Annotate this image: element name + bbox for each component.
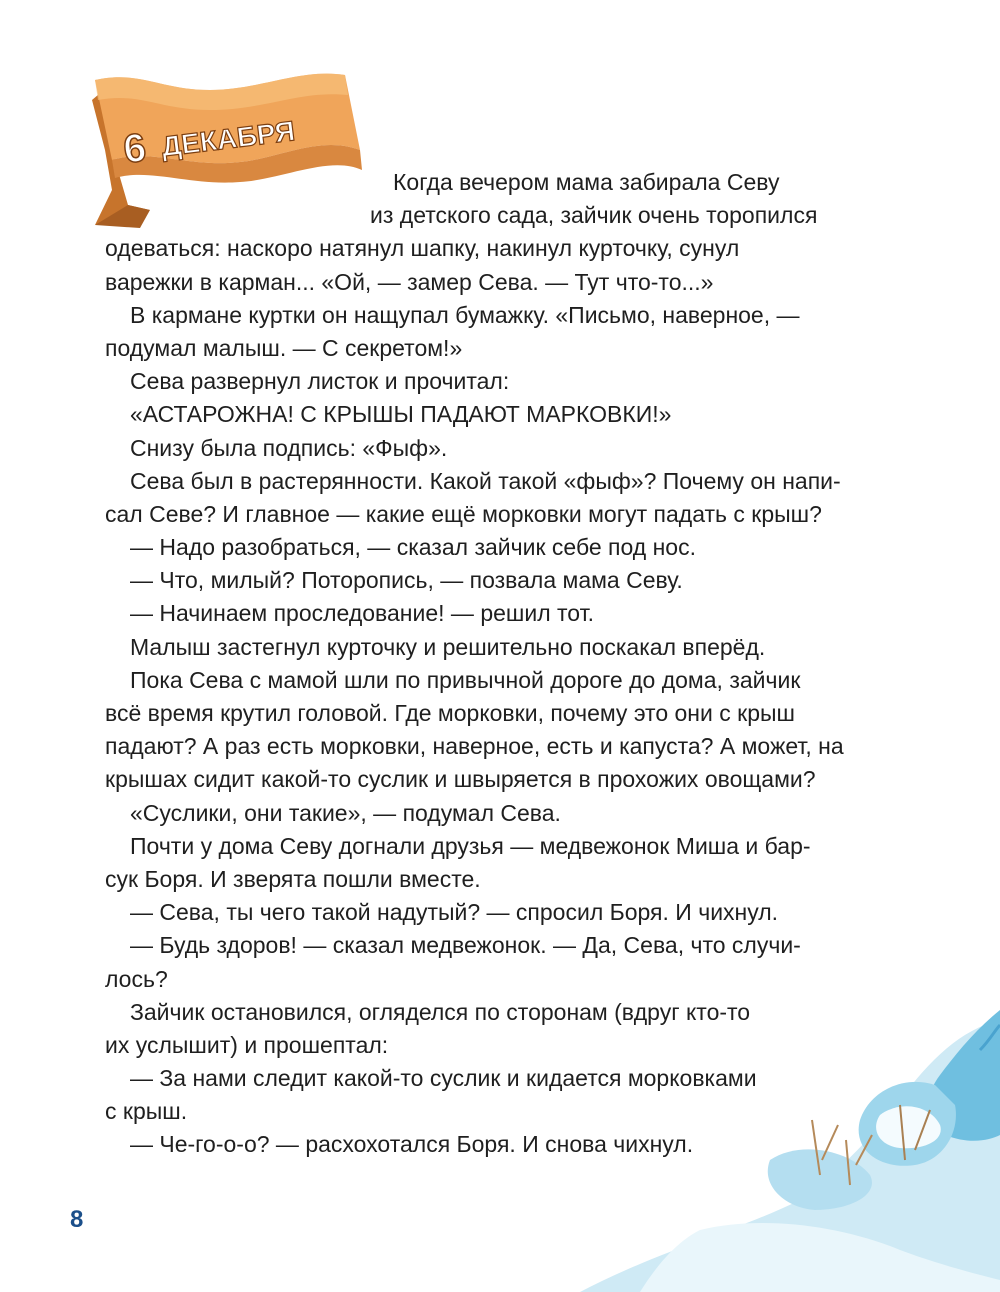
story-line: «АСТАРОЖНА! С КРЫШЫ ПАДАЮТ МАРКОВКИ!» <box>130 401 672 428</box>
story-line: — Надо разобраться, — сказал зайчик себе под нос. <box>130 534 696 561</box>
story-line: — Будь здоров! — сказал медвежонок. — Да, Сева, что случи- <box>130 932 801 959</box>
story-line: сал Севе? И главное — какие ещё морковки могут падать с крыш? <box>105 500 822 527</box>
story-line: Снизу была подпись: «Фыф». <box>130 434 448 461</box>
story-line: Сева был в растерянности. Какой такой «фыф»? Почему он напи- <box>130 467 841 494</box>
story-line: падают? А раз есть морковки, наверное, есть и капуста? А может, на <box>105 733 844 760</box>
story-line: Когда вечером мама забирала Севу <box>393 169 780 195</box>
story-line: варежки в карман... «Ой, — замер Сева. — Тут что-то...» <box>105 268 714 295</box>
story-line: одеваться: наскоро натянул шапку, накинул курточку, сунул <box>105 235 740 262</box>
date-day: 6 <box>120 125 149 172</box>
story-line: Малыш застегнул курточку и решительно поскакал вперёд. <box>130 633 766 660</box>
story-line: — Че-го-о-о? — расхохотался Боря. И снова чихнул. <box>130 1131 694 1158</box>
story-line: — Сева, ты чего такой надутый? — спросил Боря. И чихнул. <box>130 899 779 926</box>
story-line: с крыш. <box>105 1098 188 1125</box>
page-number: 8 <box>70 1206 84 1233</box>
story-line: Пока Сева с мамой шли по привычной дороге до дома, зайчик <box>130 666 801 693</box>
story-line: всё время крутил головой. Где морковки, почему это они с крыш <box>105 700 795 726</box>
story-line: лось? <box>105 965 168 992</box>
story-line: крышах сидит какой-то суслик и швыряется в прохожих овощами? <box>105 766 816 793</box>
story-line: сук Боря. И зверята пошли вместе. <box>105 865 481 892</box>
story-line: — Начинаем проследование! — решил тот. <box>130 600 594 627</box>
story-line: Зайчик остановился, огляделся по сторонам (вдруг кто-то <box>130 998 751 1025</box>
story-line: — Что, милый? Поторопись, — позвала мама Севу. <box>130 567 683 594</box>
story-line: «Суслики, они такие», — подумал Сева. <box>130 799 561 826</box>
story-line: Сева развернул листок и прочитал: <box>130 368 510 395</box>
story-line: подумал малыш. — С секретом!» <box>105 334 463 361</box>
date-month: ДЕКАБРЯ <box>159 115 297 163</box>
story-line: Почти у дома Севу догнали друзья — медвежонок Миша и бар- <box>130 832 811 859</box>
story-line: В кармане куртки он нащупал бумажку. «Письмо, наверное, — <box>130 301 800 328</box>
story-line: из детского сада, зайчик очень торопился <box>370 202 818 229</box>
story-text <box>105 166 905 1162</box>
story-line: их услышит) и прошептал: <box>105 1031 389 1058</box>
story-line: — За нами следит какой-то суслик и кидается морковками <box>130 1065 757 1092</box>
